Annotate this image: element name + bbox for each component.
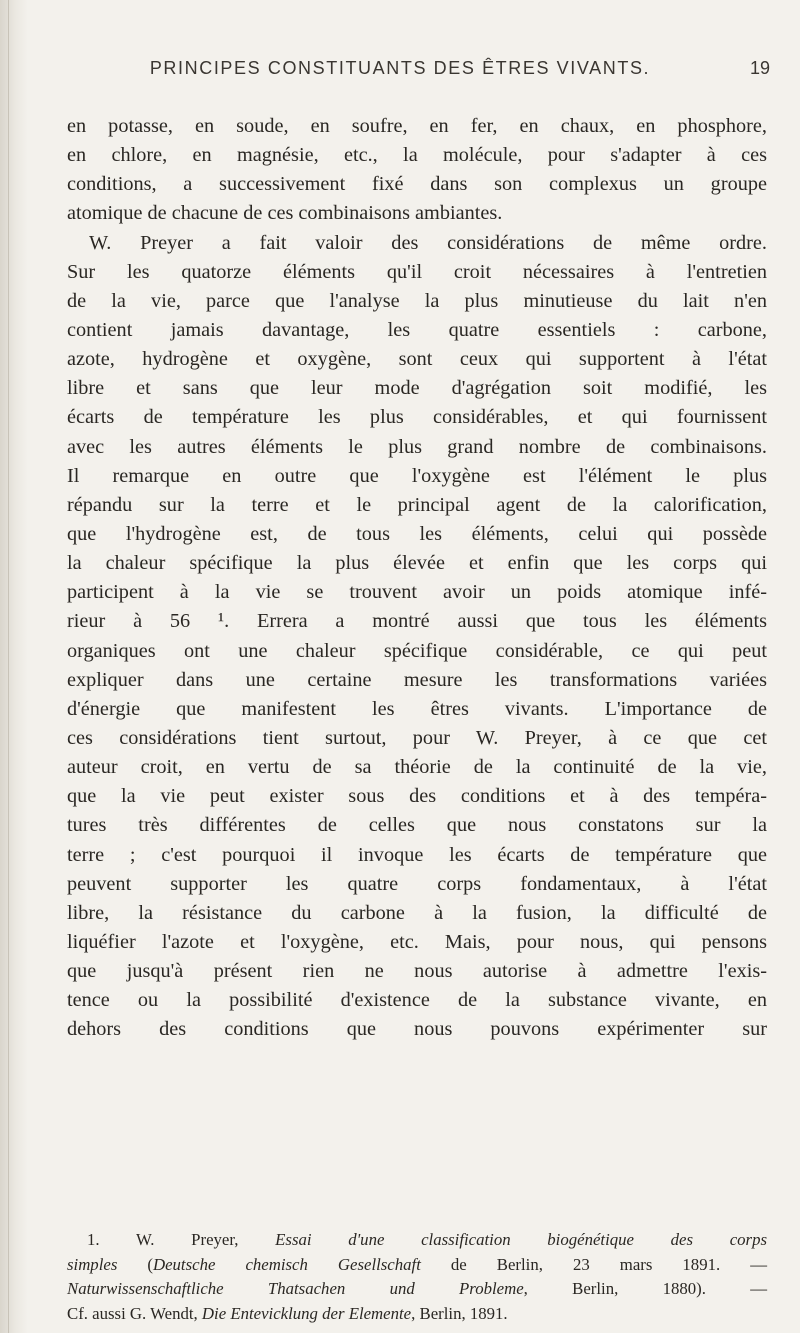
footnote-title: Naturwissenschaftliche Thatsachen und Probleme bbox=[67, 1279, 524, 1298]
text-line: rieur à 56 ¹. Errera a montré aussi que tous les éléments bbox=[67, 610, 767, 633]
text-line: libre, la résistance du carbone à la fusion, la difficulté de bbox=[67, 901, 767, 924]
text-line: conditions, a successivement fixé dans son complexus un groupe bbox=[67, 173, 767, 196]
footnotes bbox=[67, 1228, 767, 1326]
footnote-text: 1. W. Preyer, bbox=[87, 1230, 276, 1249]
footnote-title: Essai d'une classification biogénétique des corps bbox=[275, 1230, 767, 1249]
running-title: PRINCIPES CONSTITUANTS DES ÊTRES VIVANTS. bbox=[149, 58, 651, 78]
footnote-line bbox=[67, 1277, 767, 1302]
text-line: dehors des conditions que nous pouvons expérimenter sur bbox=[67, 1018, 767, 1041]
text-line: contient jamais davantage, les quatre essentiels : carbone, bbox=[67, 318, 767, 341]
footnote-text: , Berlin, 1891. bbox=[411, 1303, 508, 1323]
footnote-line bbox=[67, 1253, 767, 1278]
text-line: Il remarque en outre que l'oxygène est l'élément le plus bbox=[67, 464, 767, 487]
footnote-line bbox=[67, 1302, 767, 1327]
footnote-text: Cf. aussi G. Wendt, bbox=[67, 1303, 202, 1323]
text-line: terre ; c'est pourquoi il invoque les écarts de température que bbox=[67, 843, 767, 866]
text-line: que la vie peut exister sous des conditions et à des tempéra- bbox=[67, 785, 767, 808]
text-line: répandu sur la terre et le principal agent de la calorification, bbox=[67, 493, 767, 516]
text-line: écarts de température les plus considérables, et qui fournissent bbox=[67, 406, 767, 429]
footnote-text: , Berlin, 1880). — bbox=[523, 1279, 767, 1298]
body-text bbox=[67, 112, 767, 1045]
text-line: ces considérations tient surtout, pour W. Preyer, à ce que cet bbox=[67, 726, 767, 749]
text-line: Sur les quatorze éléments qu'il croit nécessaires à l'entretien bbox=[67, 260, 767, 283]
page-number: 19 bbox=[749, 58, 770, 78]
footnote-title: simples bbox=[67, 1254, 118, 1274]
text-line: auteur croit, en vertu de sa théorie de la continuité de la vie, bbox=[67, 756, 767, 779]
text-line: W. Preyer a fait valoir des considérations de même ordre. bbox=[89, 231, 767, 254]
page-header bbox=[30, 58, 770, 88]
text-line: en chlore, en magnésie, etc., la molécule, pour s'adapter à ces bbox=[67, 144, 767, 167]
book-gutter-shadow bbox=[0, 0, 28, 1333]
text-line: d'énergie que manifestent les êtres vivants. L'importance de bbox=[67, 697, 767, 720]
text-line: avec les autres éléments le plus grand nombre de combinaisons. bbox=[67, 435, 767, 458]
text-line: azote, hydrogène et oxygène, sont ceux qui supportent à l'état bbox=[67, 348, 767, 371]
book-gutter-edge bbox=[8, 0, 9, 1333]
text-line: en potasse, en soude, en soufre, en fer, en chaux, en phosphore, bbox=[67, 115, 767, 137]
text-line: expliquer dans une certaine mesure les transformations variées bbox=[67, 668, 767, 691]
text-line: que l'hydrogène est, de tous les éléments, celui qui possède bbox=[67, 522, 767, 545]
footnote-journal: Deutsche chemisch Gesellschaft bbox=[152, 1254, 421, 1274]
text-line: organiques ont une chaleur spécifique considérable, ce qui peut bbox=[67, 639, 767, 662]
text-line: libre et sans que leur mode d'agrégation soit modifié, les bbox=[67, 377, 767, 400]
text-line: de la vie, parce que l'analyse la plus minutieuse du lait n'en bbox=[67, 289, 767, 312]
text-line: que jusqu'à présent rien ne nous autorise à admettre l'exis- bbox=[67, 960, 767, 983]
text-line: tures très différentes de celles que nous constatons sur la bbox=[67, 814, 767, 837]
text-line: tence ou la possibilité d'existence de la substance vivante, en bbox=[67, 989, 767, 1012]
footnote-text: ( bbox=[117, 1254, 153, 1274]
text-line: atomique de chacune de ces combinaisons ambiantes. bbox=[67, 202, 503, 225]
text-line: peuvent supporter les quatre corps fondamentaux, à l'état bbox=[67, 872, 767, 895]
footnote-text: de Berlin, 23 mars 1891. — bbox=[420, 1254, 767, 1274]
text-line: la chaleur spécifique la plus élevée et enfin que les corps qui bbox=[67, 552, 767, 575]
text-line: participent à la vie se trouvent avoir un poids atomique infé- bbox=[67, 581, 767, 604]
footnote-line bbox=[67, 1228, 767, 1253]
footnote-title: Die Entevicklung der Elemente bbox=[201, 1303, 412, 1323]
text-line: liquéfier l'azote et l'oxygène, etc. Mais, pour nous, qui pensons bbox=[67, 930, 767, 953]
